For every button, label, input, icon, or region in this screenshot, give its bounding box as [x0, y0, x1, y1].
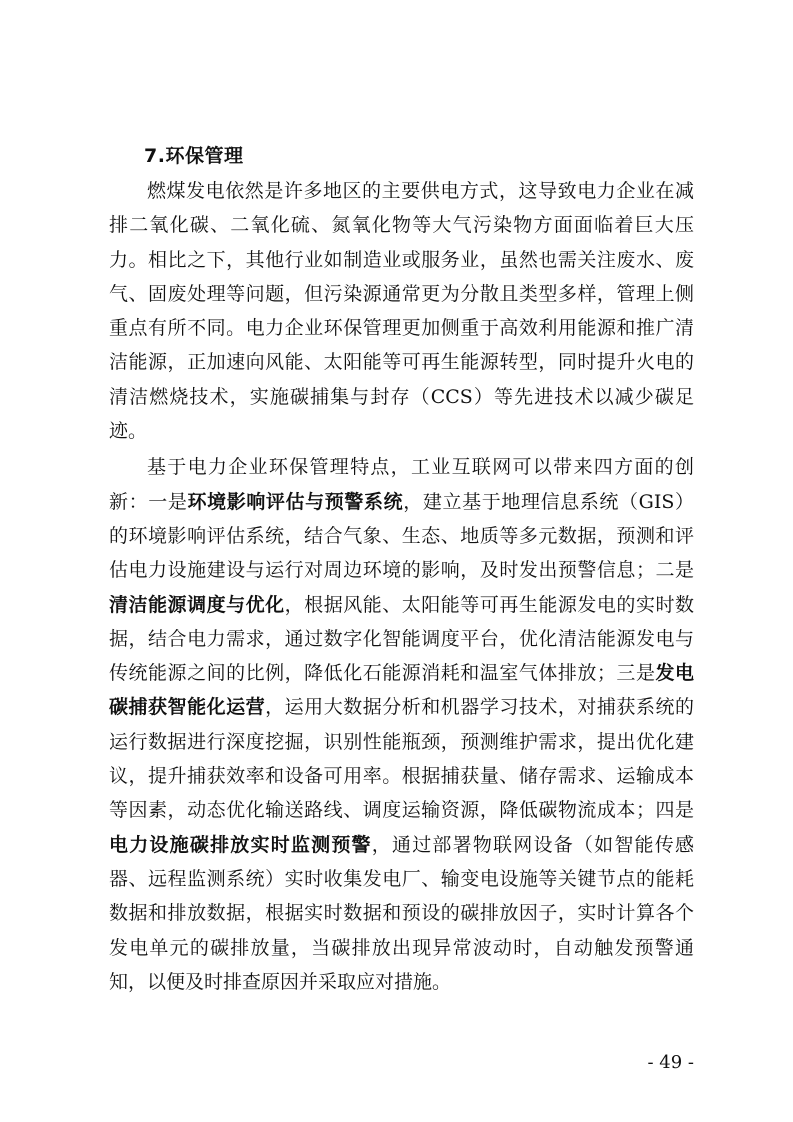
innovation-2-title: 清洁能源调度与优化 — [109, 593, 285, 616]
paragraph-2-text-2: ，建立基于地理信息系统（GIS）的环境影响评估系统，结合气象、生态、地质等多元数据，预测和评估电力设施建设与运行对周边环境的影响，及时发出预警信息；二是 — [109, 490, 694, 582]
paragraph-2 — [109, 450, 694, 999]
paragraph-2-text-5: ，通过部署物联网设备（如智能传感器、远程监测系统）实时收集发电厂、输变电设施等关键节点的能耗数据和排放数据，根据实时数据和预设的碳排放因子，实时计算各个发电单元的碳排放量，当碳排放出现异常波动时，自动触发预警通知，以便及时排查原因并采取应对措施。 — [109, 833, 694, 993]
body-text — [109, 174, 694, 1001]
innovation-4-title: 电力设施碳排放实时监测预警 — [109, 833, 372, 856]
innovation-1-title: 环境影响评估与预警系统 — [187, 490, 404, 513]
paragraph-2-text-4: ，运用大数据分析和机器学习技术，对捕获系统的运行数据进行深度挖掘，识别性能瓶颈，预测维护需求，提出优化建议，提升捕获效率和设备可用率。根据捕获量、储存需求、运输成本等因素，动态优化输送路线、调度运输资源，降低碳物流成本；四是 — [109, 696, 694, 822]
paragraph-2-text-1: 基于电力企业环保管理特点，工业互联网可以带来四方面的创新：一是 — [109, 456, 694, 513]
paragraph-2-text-3: ，根据风能、太阳能等可再生能源发电的实时数据，结合电力需求，通过数字化智能调度平台，优化清洁能源发电与传统能源之间的比例，降低化石能源消耗和温室气体排放；三是 — [109, 593, 694, 685]
innovation-3-title: 发电碳捕获智能化运营 — [109, 662, 694, 719]
paragraph-1: 燃煤发电依然是许多地区的主要供电方式，这导致电力企业在减排二氧化碳、二氧化硫、氮氧化物等大气污染物方面面临着巨大压力。相比之下，其他行业如制造业或服务业，虽然也需关注废水、废气、固废处理等问题，但污染源通常更为分散且类型多样，管理上侧重点有所不同。电力企业环保管理更加侧重于高效利用能源和推广清洁能源，正加速向风能、太阳能等可再生能源转型，同时提升火电的清洁燃烧技术，实施碳捕集与封存（CCS）等先进技术以减少碳足迹。 — [109, 180, 694, 443]
page-number: - 49 - — [647, 1052, 694, 1073]
section-heading: 7.环保管理 — [144, 145, 244, 167]
